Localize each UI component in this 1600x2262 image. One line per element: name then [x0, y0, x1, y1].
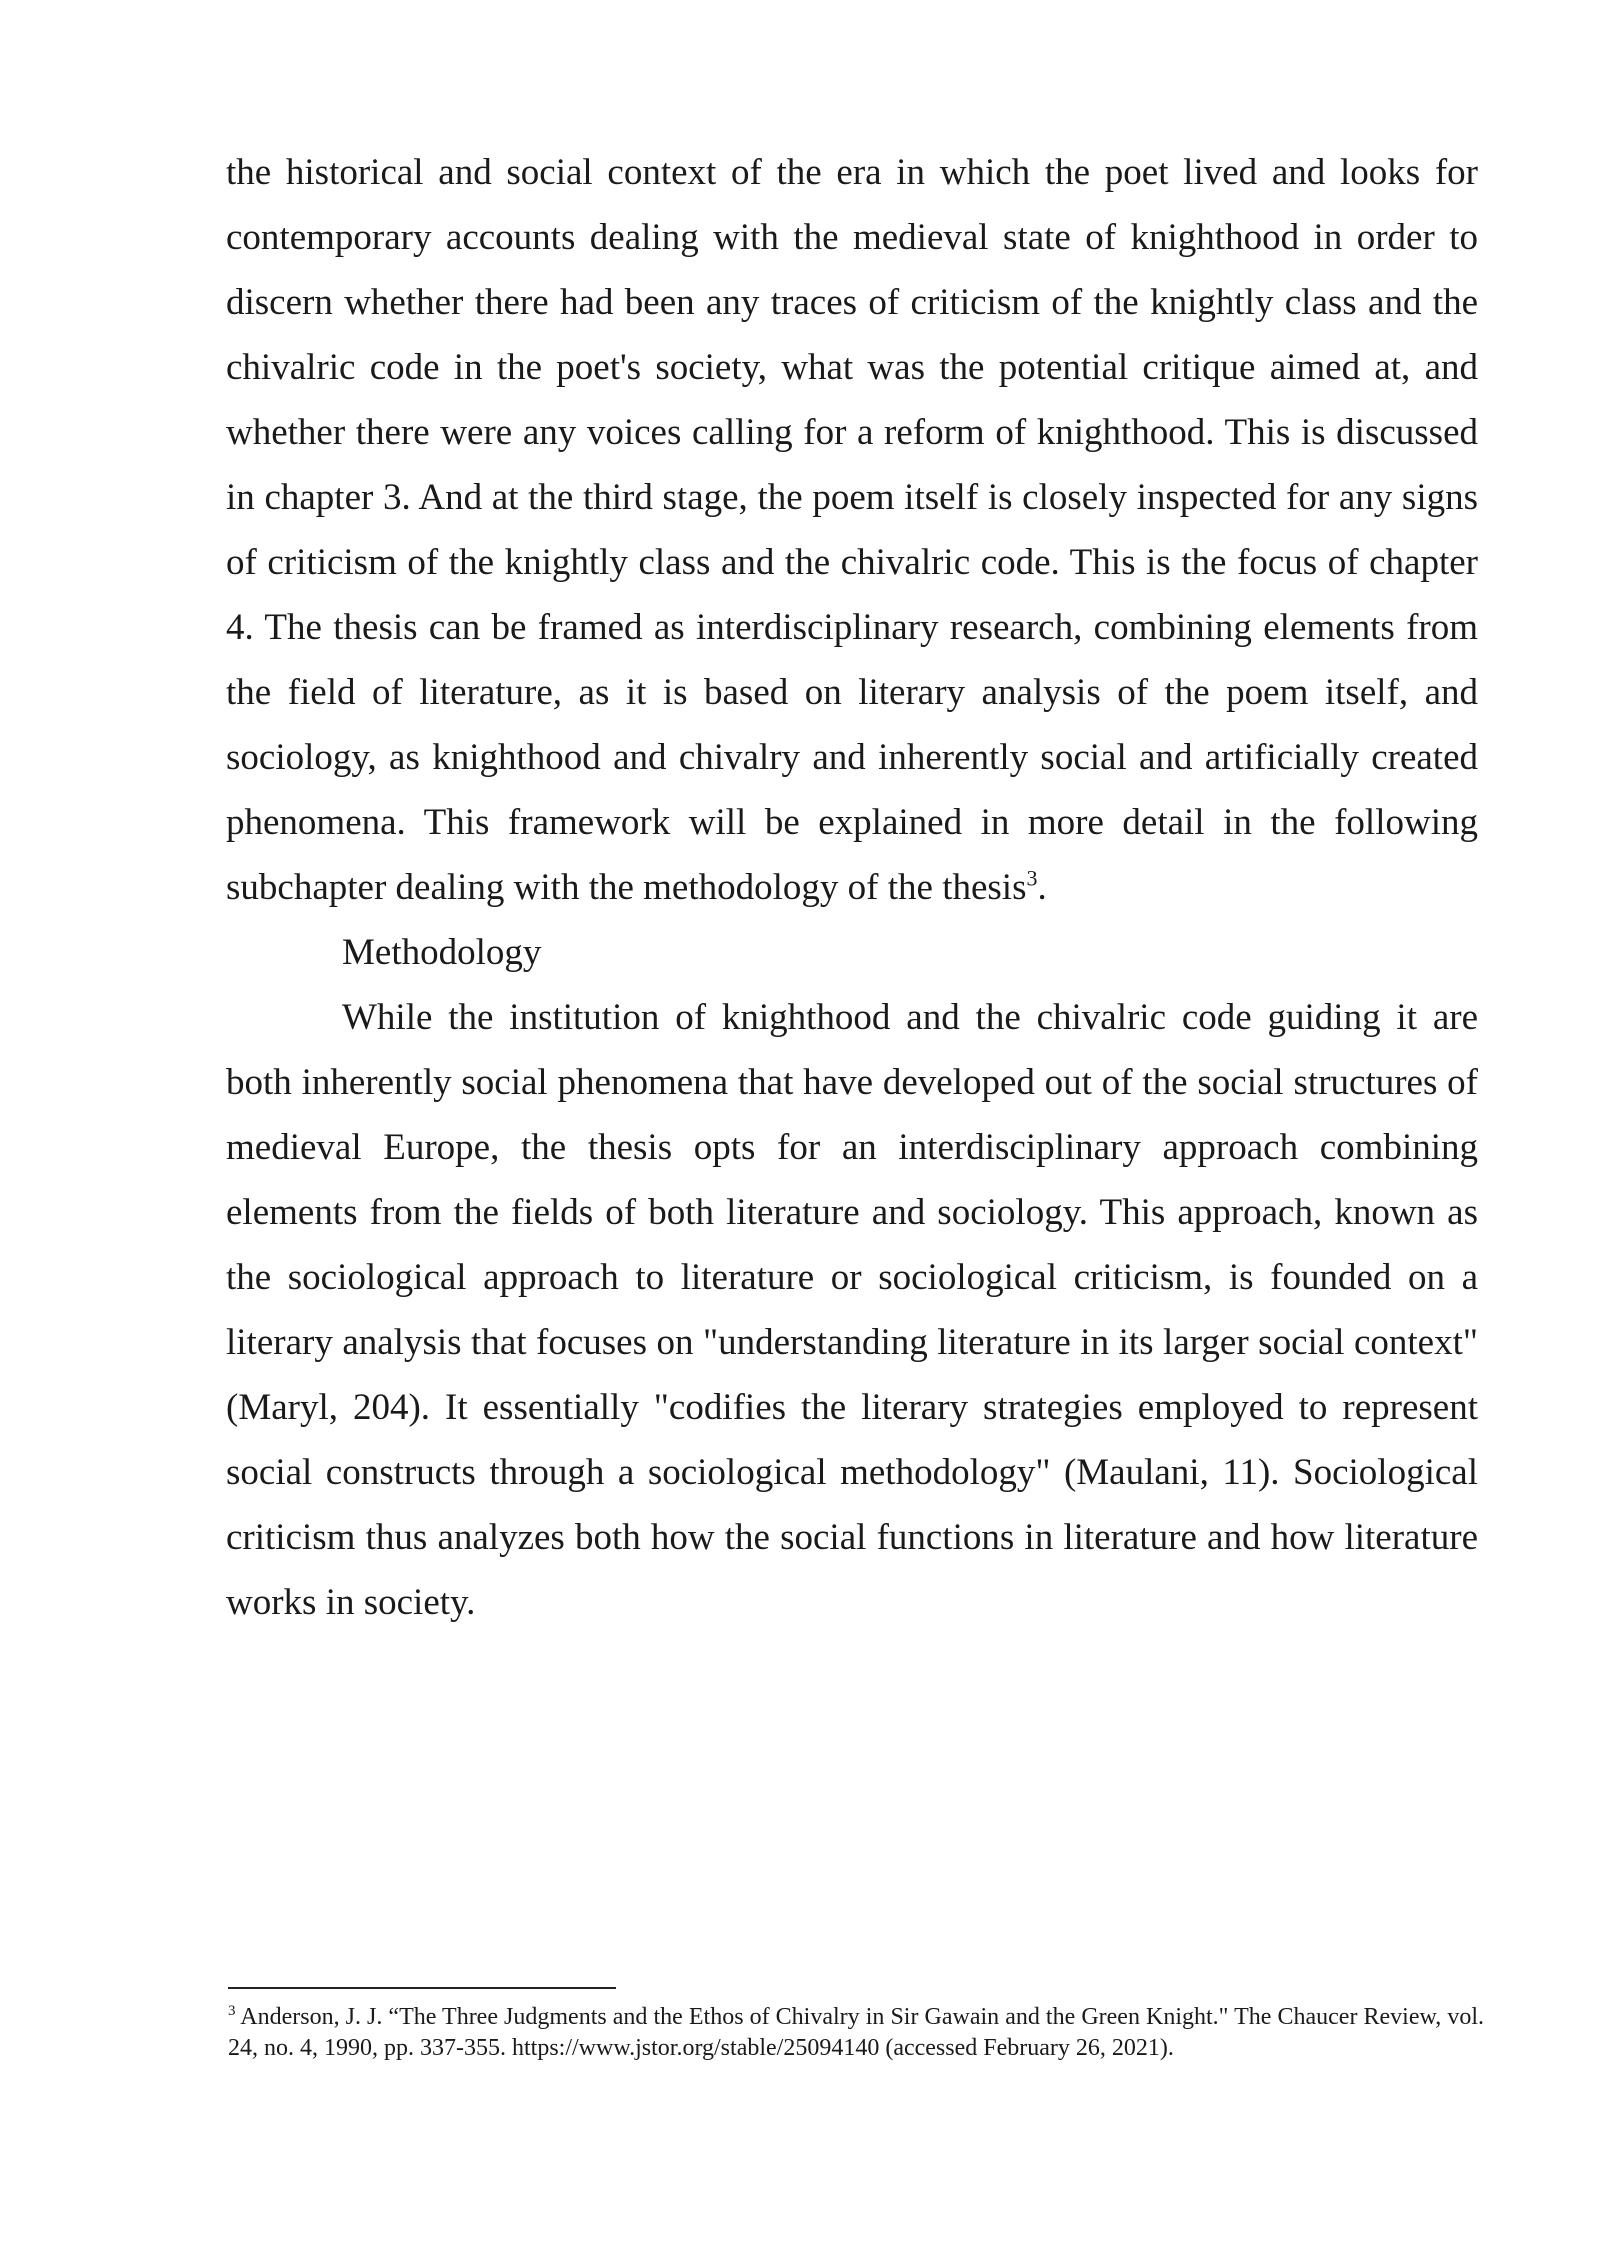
- footnote-reference[interactable]: 3: [1026, 865, 1038, 891]
- paragraph: While the institution of knighthood and the chivalric code guiding it are both inherently social phenomena that have developed out of the social structures of medieval Europe, the thesis opts for an interdisciplinary approach combining elements from the fields of both literature and sociology. This approach, known as the sociological approach to literature or sociological criticism, is founded on a literary analysis that focuses on "understanding literature in its larger social context" (Maryl, 204). It essentially "codifies the literary strategies employed to represent social constructs through a sociological methodology" (Maulani, 11). Sociological criticism thus analyzes both how the social functions in literature and how literature works in society.: [226, 997, 1478, 1623]
- section-heading: Methodology: [342, 932, 542, 973]
- body-text: [226, 140, 1478, 1635]
- paragraph-end: .: [1037, 867, 1047, 908]
- footnote-text: Anderson, J. J. “The Three Judgments and the Ethos of Chivalry in Sir Gawain and the Green Knight." The Chaucer Review, vol. 24, no. 4, 1990, pp. 337-355. https://www.jstor.org/stable/25094140 (accessed February 26, 2021).: [228, 2004, 1484, 2061]
- footnote: [228, 2002, 1484, 2064]
- footnote-number: 3: [228, 2003, 236, 2019]
- paragraph-text: the historical and social context of the era in which the poet lived and looks for contemporary accounts dealing with the medieval state of knighthood in order to discern whether there had been any traces of criticism of the knightly class and the chivalric code in the poet's society, what was the potential critique aimed at, and whether there were any voices calling for a reform of knighthood. This is discussed in chapter 3. And at the third stage, the poem itself is closely inspected for any signs of criticism of the knightly class and the chivalric code. This is the focus of chapter 4. The thesis can be framed as interdisciplinary research, combining elements from the field of literature, as it is based on literary analysis of the poem itself, and sociology, as knighthood and chivalry and inherently social and artificially created phenomena. This framework will be explained in more detail in the following subchapter dealing with the methodology of the thesis: [226, 152, 1478, 908]
- footnote-divider: [228, 1987, 616, 1989]
- paragraph: [226, 140, 1478, 920]
